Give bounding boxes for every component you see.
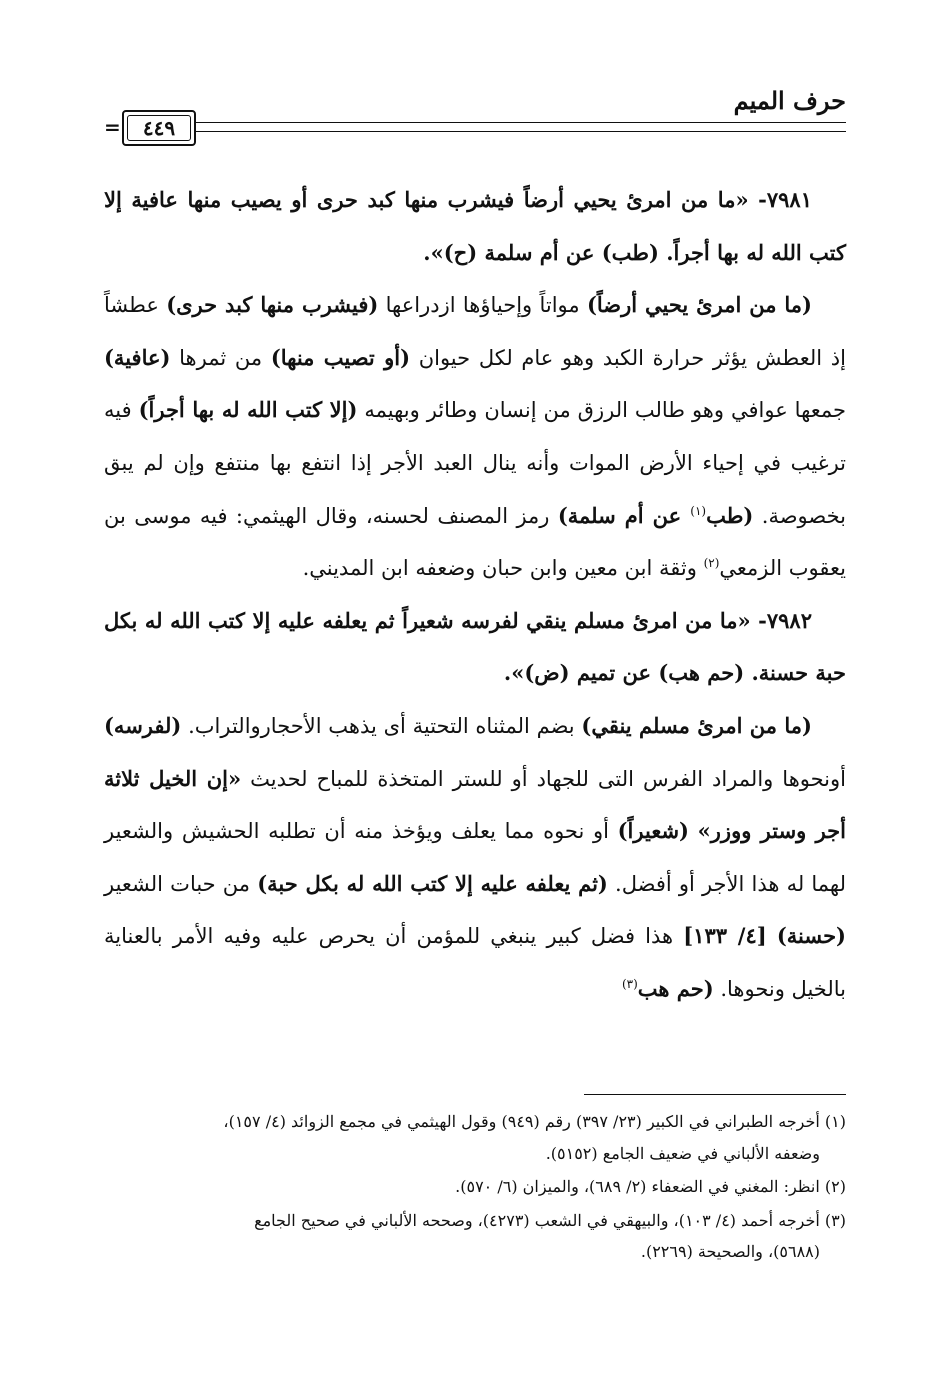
source-ref: (حم هب <box>637 975 714 1001</box>
main-text <box>104 174 846 1016</box>
commentary-text: من حبات الشعير <box>104 871 258 896</box>
lemma: (ما من امرئ يحيي أرضاً) <box>586 292 812 318</box>
footnote-1 <box>104 1106 846 1169</box>
lemma: (شعيراً) <box>617 818 689 844</box>
source-ref: عن أم سلمة) <box>557 502 691 528</box>
footnote-separator <box>584 1094 846 1095</box>
commentary-text: من ثمرها <box>170 345 271 370</box>
commentary-text: بضم المثناه التحتية أى يذهب الأحجاروالتراب. <box>181 713 582 738</box>
quoted-hadith: «إن الخيل ثلاثة أجر وستر ووزر» <box>104 765 846 844</box>
hadith-7982: ٧٩٨٢- «ما من امرئ مسلم ينقي لفرسه شعيراً ثم يعلفه عليه إلا كتب الله له بكل حبة حسنة. (حم هب) عن تميم (ض)». <box>104 607 846 686</box>
commentary-text: جمعها عوافي وهو طالب الرزق من إنسان وطائر وبهيمه <box>357 398 847 423</box>
running-title: حرف الميم <box>733 86 846 115</box>
lemma: (ثم يعلفه عليه إلا كتب الله له بكل حبة) <box>257 870 608 896</box>
commentary-7982 <box>104 700 846 1016</box>
footnote-3-line-1: (٣) أخرجه أحمد (٤/ ١٠٣)، والبيهقي في الشعب (٤٢٧٣)، وصححه الألباني في صحيح الجامع <box>254 1210 846 1230</box>
commentary-text: مواتاً وإحياؤها ازدراعها <box>378 293 587 318</box>
footnote-ref-3[interactable]: (٣) <box>621 976 638 991</box>
lemma: (حسنة) <box>776 923 846 949</box>
commentary-7981 <box>104 279 846 595</box>
footnote-2: (٢) انظر: المغني في الضعفاء (٢/ ٦٨٩)، والميزان (٦/ ٥٧٠). <box>455 1177 846 1196</box>
footnote-3-line-2: (٥٦٨٨)، والصحيحة (٢٢٦٩). <box>640 1242 820 1261</box>
volume-page-ref: [٤/ ١٣٣] <box>683 923 767 949</box>
source-ref: (طب <box>706 502 754 528</box>
lemma: (عافية) <box>104 344 171 370</box>
footnote-ref-2[interactable]: (٢) <box>703 556 720 571</box>
commentary-text: أو نحوه مما يعلف ويؤخذ منه أن تطلبه الحشيش والشعير لهما له هذا الأجر أو أفضل. <box>104 819 847 896</box>
commentary-text: أونحوها والمراد الفرس التى للجهاد أو للستر المتخذة للمباح لحديث <box>241 766 846 791</box>
continuation-mark: = <box>104 115 121 139</box>
commentary-text <box>767 924 777 948</box>
lemma: (إلا كتب الله له بها أجراً) <box>138 397 358 423</box>
header-double-rule <box>196 122 846 132</box>
commentary-text <box>689 819 698 843</box>
footnote-ref-1[interactable]: (١) <box>690 503 707 518</box>
commentary-text: فيه ترغيب في إحياء الأرض الموات وأنه ينال العبد الأجر إذا انتفع بها منتفع وإن لم يبق بخصوصة. <box>104 398 847 528</box>
lemma: (ما من امرئ مسلم ينقي) <box>581 712 812 738</box>
commentary-text: رمز المصنف لحسنه، وقال الهيثمي: فيه موسى بن يعقوب الزمعي <box>104 503 846 581</box>
footnotes <box>104 1106 846 1270</box>
commentary-text: عطشاً إذ العطش يؤثر حرارة الكبد وهو عام لكل حيوان <box>104 293 846 370</box>
lemma: (لفرسه) <box>104 712 182 738</box>
commentary-text: هذا فضل كبير ينبغي للمؤمن أن يحرص عليه وفيه الأمر بالعناية بالخيل ونحوها. <box>104 924 846 1001</box>
hadith-7981: ٧٩٨١- «ما من امرئ يحيي أرضاً فيشرب منها كبد حرى أو يصيب منها عافية إلا كتب الله له بها أجراً. (طب) عن أم سلمة (ح)». <box>104 187 846 265</box>
footnote-1-line-2: وضعفه الألباني في ضعيف الجامع (٥١٥٢). <box>545 1143 820 1163</box>
footnote-1-line-1: (١) أخرجه الطبراني في الكبير (٢٣/ ٣٩٧) رقم (٩٤٩) وقول الهيثمي في مجمع الزوائد (٤/ ١٥٧)، <box>223 1112 846 1131</box>
footnote-3 <box>104 1205 846 1268</box>
commentary-text: وثقة ابن معين وابن حبان وضعفه ابن المديني. <box>302 556 704 581</box>
lemma: (أو تصيب منها) <box>270 344 410 370</box>
page-number: ٤٤٩ <box>142 116 176 140</box>
lemma: (فيشرب منها كبد حرى) <box>166 292 379 318</box>
page-number-frame <box>122 110 196 146</box>
